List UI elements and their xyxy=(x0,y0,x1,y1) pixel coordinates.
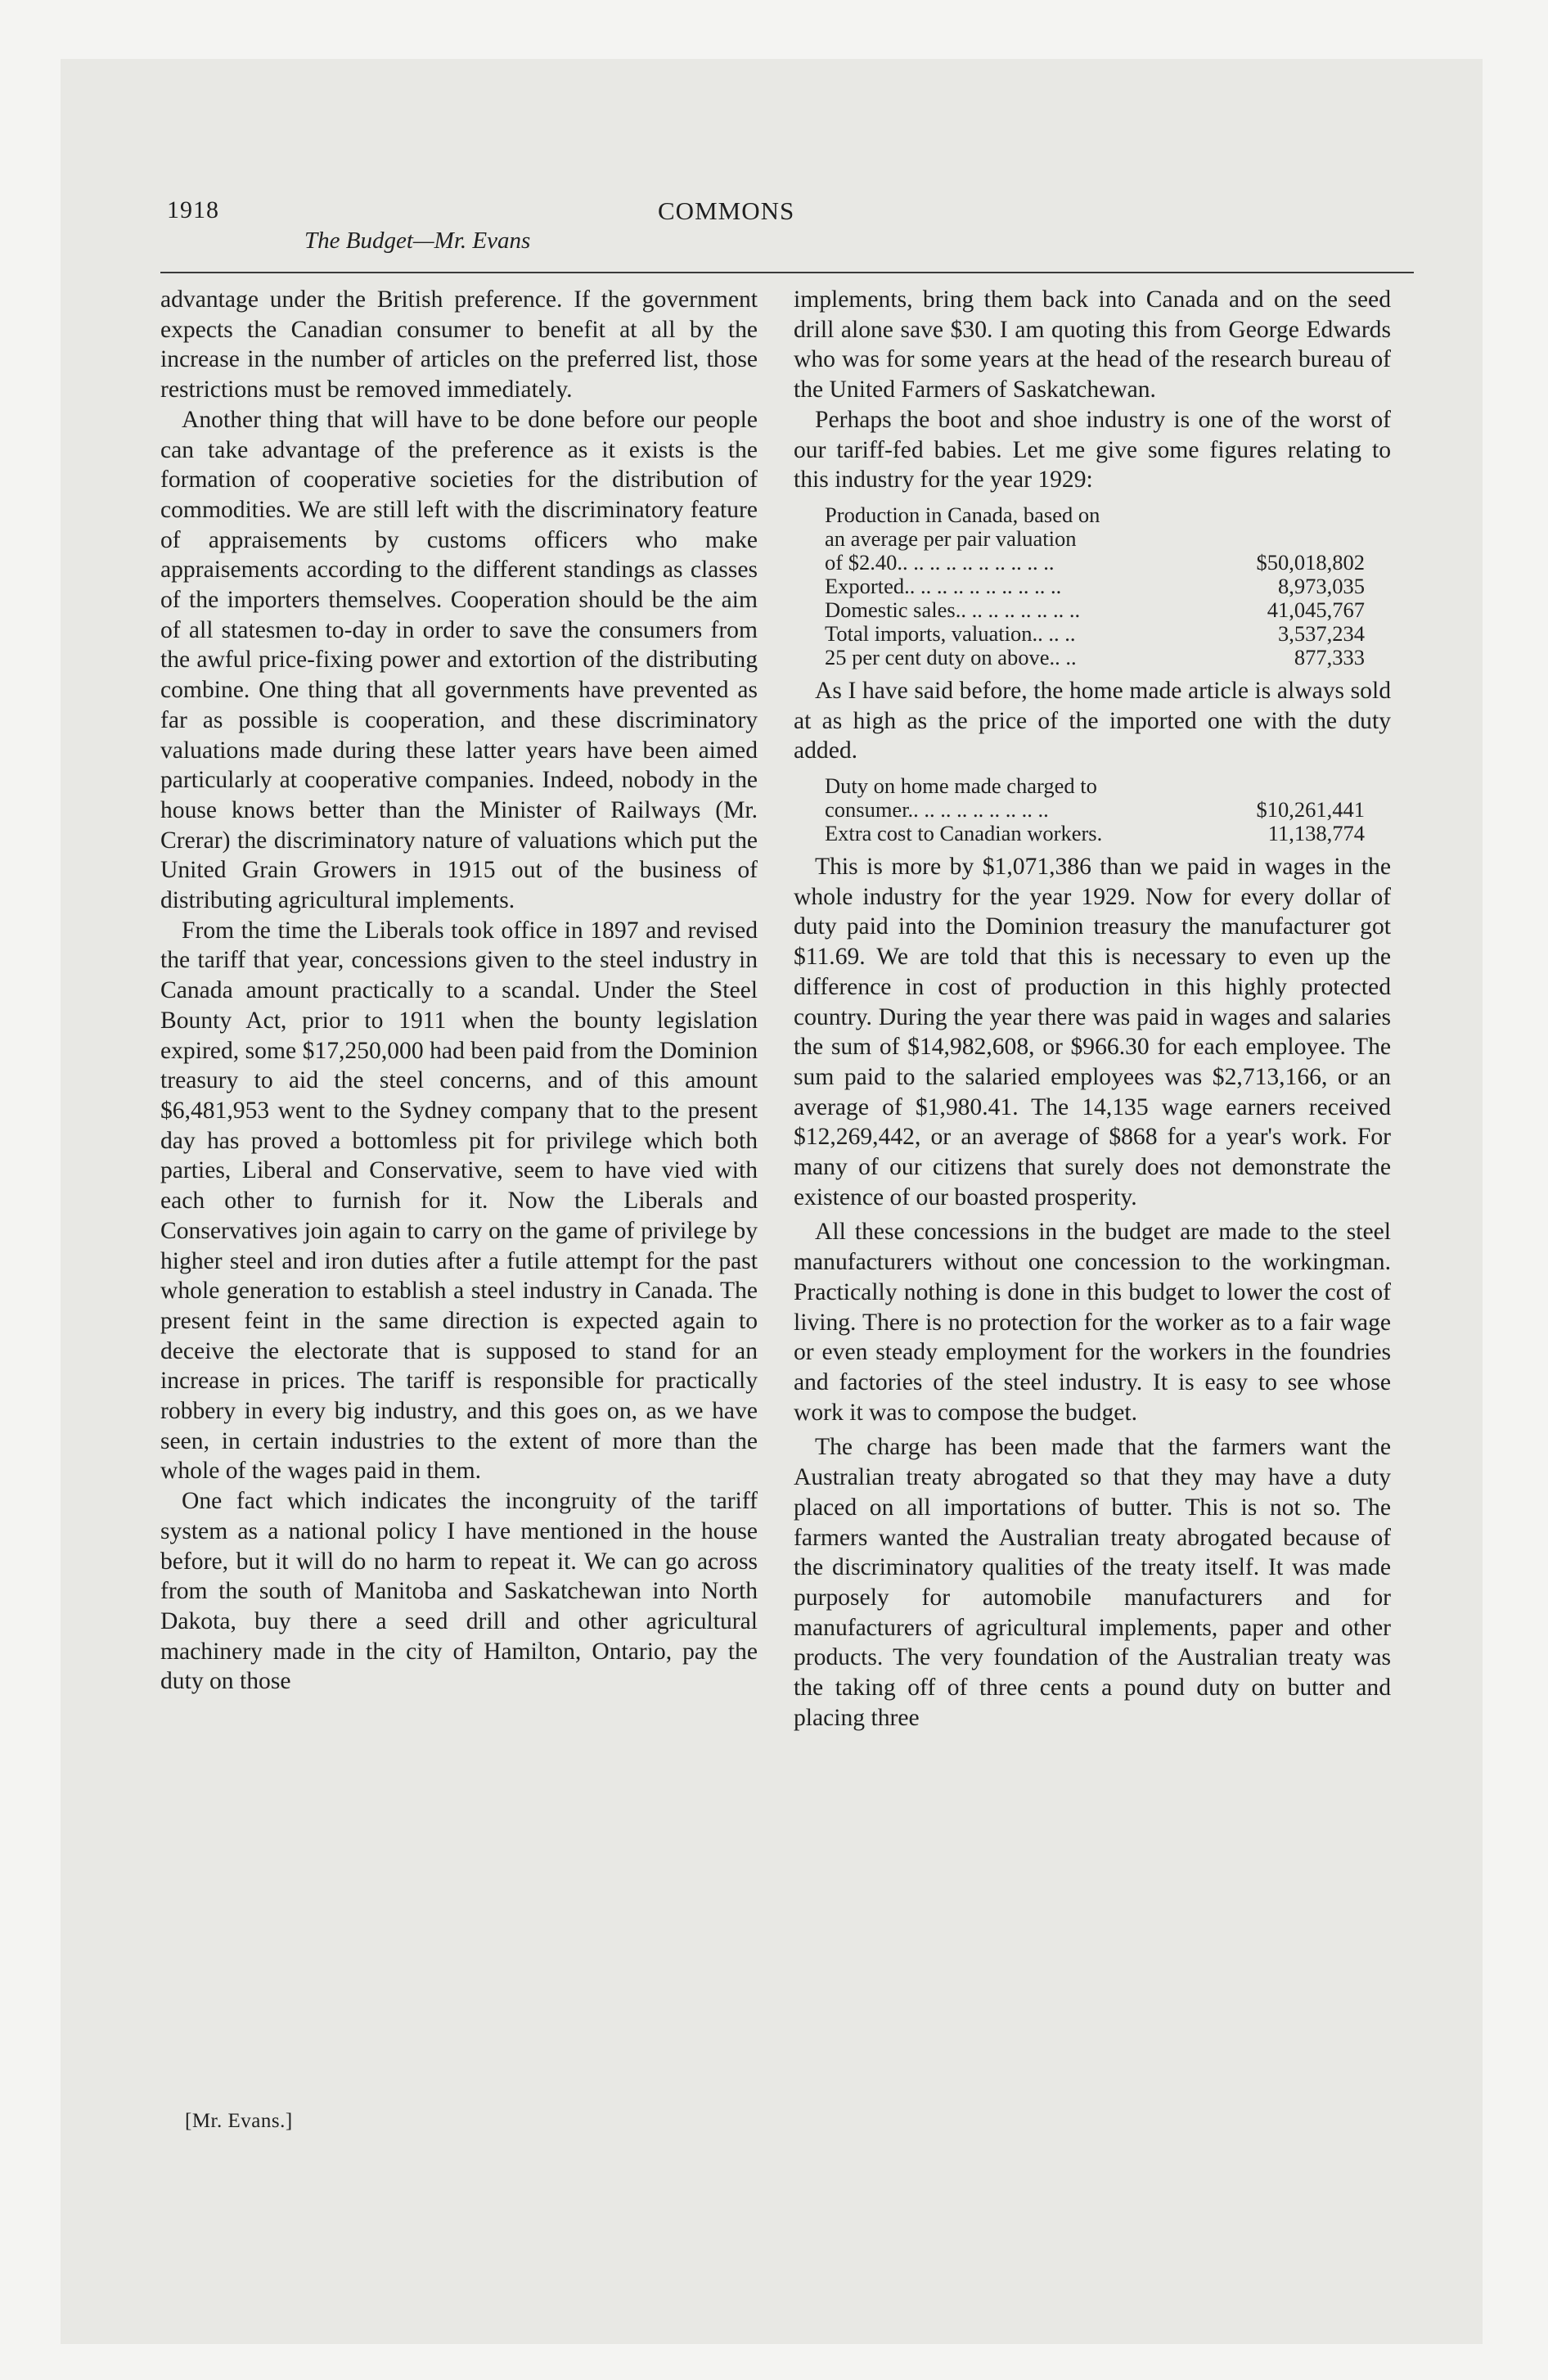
paragraph: implements, bring them back into Canada and on the seed drill alone save $30. I am quoting this from George Edwards who was for some years at the head of the research bureau of the United Farmers of Saskatchewan. xyxy=(794,286,1391,403)
table-row xyxy=(825,527,1365,551)
table-label: Extra cost to Canadian workers. xyxy=(825,822,1103,846)
table-row xyxy=(825,622,1365,646)
paragraph: Another thing that will have to be done before our people can take advantage of the preference as it exists is the formation of cooperative societies for the distribution of commodities. We are still left with the discriminatory feature of appraisements by customs officers who make appraisements according to the different standings as classes of the importers themselves. Cooperation should be the aim of all statesmen to-day in order to save the consumers from the awful price-fixing power and extortion of the distributing combine. One thing that all governments have prevented as far as possible is cooperation, and these discriminatory valuations made during these latter years have been aimed particularly at cooperative companies. Indeed, nobody in the house knows better than the Minister of Railways (Mr. Crerar) the discriminatory nature of valuations which put the United Grain Growers in 1915 out of the business of distributing agricultural implements. xyxy=(160,406,758,914)
table-label: Production in Canada, based on xyxy=(825,503,1100,527)
house-label: COMMONS xyxy=(658,196,795,225)
paragraph: One fact which indicates the incongruity of the tariff system as a national policy I have mentioned in the house before, but it will do no harm to repeat it. We can go across from the south of Manitoba and Saskatchewan into North Dakota, buy there a seed drill and other agricultural machinery made in the city of Hamilton, Ontario, pay the duty on those xyxy=(160,1488,758,1695)
paragraph: advantage under the British preference. If the government expects the Canadian consumer to benefit at all by the increase in the number of articles on the preferred list, those restrictions must be removed immediately. xyxy=(160,286,758,403)
production-figures-table xyxy=(825,503,1365,669)
table-row xyxy=(825,503,1365,527)
table-value: $50,018,802 xyxy=(1256,549,1365,575)
table-value: 8,973,035 xyxy=(1278,573,1365,598)
left-column xyxy=(160,285,758,1697)
table-label: Domestic sales.. .. .. .. .. .. .. .. xyxy=(825,597,1081,622)
table-label: consumer.. .. .. .. .. .. .. .. .. xyxy=(825,798,1049,823)
table-label: Exported.. .. .. .. .. .. .. .. .. .. xyxy=(825,574,1062,598)
right-column xyxy=(794,285,1391,1733)
table-row xyxy=(825,598,1365,622)
table-value: 41,045,767 xyxy=(1267,597,1365,622)
paragraph: This is more by $1,071,386 than we paid in wages in the whole industry for the year 1929. Now for every dollar of duty paid into the Dominion treasury the manufacturer got $11.69. We are told that this is necessary to even up the difference in cost of production in this highly protected country. During the year there was paid in wages and salaries the sum of $14,982,608, or $966.30 for each employee. The sum paid to the salaried employees was $2,713,166, or an average of $1,980.41. The 14,135 wage earners received $12,269,442, or an average of $868 for a year's work. For many of our citizens that surely does not demonstrate the existence of our boasted prosperity. xyxy=(794,854,1391,1210)
duty-cost-table xyxy=(825,774,1365,845)
paragraph: All these concessions in the budget are made to the steel manufacturers without one concession to the workingman. Practically nothing is done in this budget to lower the cost of living. There is no protection for the worker as to a fair wage or even steady employment for the workers in the foundries and factories of the steel industry. It is easy to see whose work it was to compose the budget. xyxy=(794,1219,1391,1426)
table-row xyxy=(825,774,1365,798)
page-header xyxy=(167,196,1411,254)
table-row xyxy=(825,822,1365,845)
paragraph: The charge has been made that the farmers want the Australian treaty abrogated so that they may have a duty placed on all importations of butter. This is not so. The farmers wanted the Australian treaty abrogated because of the discriminatory qualities of the treaty itself. It was made purposely for automobile manufacturers and for manufacturers of agricultural implements, paper and other products. The very foundation of the Australian treaty was the taking off of three cents a pound duty on butter and placing three xyxy=(794,1434,1391,1731)
table-row xyxy=(825,575,1365,598)
table-value: 3,537,234 xyxy=(1278,620,1365,646)
table-label: of $2.40.. .. .. .. .. .. .. .. .. .. xyxy=(825,550,1055,575)
table-row xyxy=(825,798,1365,822)
table-row xyxy=(825,551,1365,575)
paragraph: As I have said before, the home made article is always sold at as high as the price of the imported one with the duty added. xyxy=(794,677,1391,764)
table-label: an average per pair valuation xyxy=(825,526,1077,551)
table-value: 11,138,774 xyxy=(1267,821,1365,846)
table-label: Duty on home made charged to xyxy=(825,774,1097,799)
header-rule xyxy=(160,272,1414,273)
table-row xyxy=(825,646,1365,669)
paragraph: Perhaps the boot and shoe industry is one of the worst of our tariff-fed babies. Let me give some figures relating to this industry for the year 1929: xyxy=(794,406,1391,494)
table-value: 877,333 xyxy=(1294,644,1365,669)
paragraph: From the time the Liberals took office in 1897 and revised the tariff that year, concessions given to the steel industry in Canada amount practically to a scandal. Under the Steel Bounty Act, prior to 1911 when the bounty legislation expired, some $17,250,000 had been paid from the Dominion treasury to aid the steel concerns, and of this amount $6,481,953 went to the Sydney company that to the present day has proved a bottomless pit for privilege which both parties, Liberal and Conservative, seem to have vied with each other to furnish for it. Now the Liberals and Conservatives join again to carry on the game of privilege by higher steel and iron duties after a futile attempt for the past whole generation to establish a steel industry in Canada. The present feint in the same direction is expected again to deceive the electorate that is supposed to stand for an increase in prices. The tariff is responsible for practically robbery in every big industry, and this goes on, as we have seen, in certain industries to the extent of more than the whole of the wages paid in them. xyxy=(160,917,758,1485)
table-label: Total imports, valuation.. .. .. xyxy=(825,621,1076,646)
table-label: 25 per cent duty on above.. .. xyxy=(825,645,1077,669)
page-number: 1918 xyxy=(167,196,219,223)
speaker-footnote: [Mr. Evans.] xyxy=(185,2110,293,2132)
running-title: The Budget—Mr. Evans xyxy=(304,228,531,254)
table-value: $10,261,441 xyxy=(1256,797,1365,823)
